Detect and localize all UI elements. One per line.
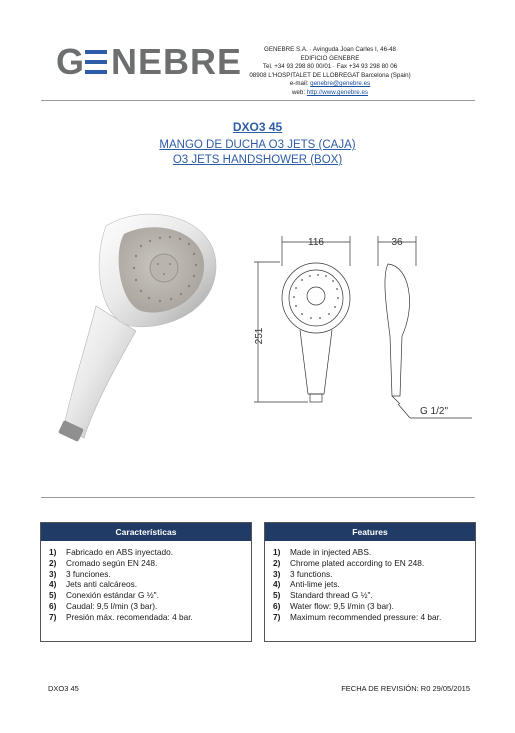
item-text: Anti-lime jets. [290,579,340,590]
item-text: Fabricado en ABS inyectado. [66,547,174,557]
email-label: e-mail: [289,80,309,88]
item-number: 7) [273,611,281,622]
depth-dimension-label: 36 [391,237,403,248]
company-line: EDIFICIO GENEBRE [300,54,360,62]
list-item [49,579,251,590]
list-item [49,601,251,612]
web-label: web: [291,88,306,96]
list-item [273,590,475,601]
item-number: 6) [273,600,281,611]
item-text: Caudal: 9,5 l/min (3 bar). [66,600,158,611]
drawing-jets [293,274,339,319]
list-item [49,547,251,558]
header-divider [41,100,475,101]
item-number: 1) [273,547,281,557]
features-box [264,522,476,642]
caracteristicas-box [40,522,252,642]
company-line: GENEBRE S.A. · Avinguda Joan Carles I, 46-48 [264,46,396,53]
product-title-en: O3 JETS HANDSHOWER (BOX) [172,154,343,166]
item-text: Maximum recommended pressure: 4 bar. [290,611,442,622]
caracteristicas-heading: Características [41,523,251,541]
email-link[interactable]: genebre@genebre.es [310,80,371,88]
item-number: 2) [273,557,281,568]
list-item [273,612,475,623]
product-code: DXO3 45 [232,120,283,134]
company-info [215,46,445,98]
list-item [49,612,251,623]
product-photo [46,206,226,451]
svg-text:NEBRE: NEBRE [111,43,243,79]
item-number: 6) [49,600,57,611]
list-item [49,590,251,601]
section-divider [41,497,475,498]
list-item [273,579,475,590]
item-number: 1) [49,547,57,557]
features-list [273,547,475,623]
company-line: 08908 L'HOSPITALET DE LLOBREGAT Barcelona (Spain) [249,71,411,79]
length-dimension-label: 251 [254,327,265,345]
list-item [273,569,475,580]
item-number: 7) [49,611,57,622]
item-text: Water flow: 9,5 l/min (3 bar). [290,600,394,611]
item-text: Made in injected ABS. [290,547,372,557]
thread-label: G 1/2" [420,406,449,417]
item-text: Presión máx. recomendada: 4 bar. [66,611,193,622]
item-number: 2) [49,557,57,568]
width-dimension-label: 116 [308,237,324,248]
web-link[interactable]: http://www.genebre.es [306,88,369,96]
item-text: Standard thread G ½". [290,590,373,601]
item-text: 3 functions. [290,568,333,579]
item-number: 3) [49,568,57,579]
item-number: 4) [273,579,281,590]
company-web-line [215,89,445,98]
company-email-line [215,80,445,89]
footer-revision: FECHA DE REVISIÓN: R0 29/05/2015 [341,684,470,693]
technical-drawing [240,226,480,436]
item-number: 4) [49,579,57,590]
item-number: 3) [273,568,281,579]
company-line: Tel. +34 93 298 80 00/01 · Fax +34 93 298 80 06 [262,63,398,71]
list-item [273,601,475,612]
list-item [273,558,475,569]
item-text: Jets anti calcáreos. [66,579,138,590]
item-text: Chrome plated according to EN 248. [290,557,425,568]
item-number: 5) [273,590,281,601]
item-number: 5) [49,590,57,601]
item-text: Conexión estándar G ½". [66,590,159,601]
svg-text:G: G [56,43,86,79]
list-item [49,558,251,569]
item-text: Cromado según EN 248. [66,557,158,568]
caracteristicas-list [49,547,251,623]
list-item [49,569,251,580]
footer-code: DXO3 45 [48,684,79,693]
logo-e-mark [85,50,107,74]
product-title-es: MANGO DE DUCHA O3 JETS (CAJA) [159,139,356,151]
list-item [273,547,475,558]
features-heading: Features [265,523,475,541]
item-text: 3 funciones. [66,568,111,579]
